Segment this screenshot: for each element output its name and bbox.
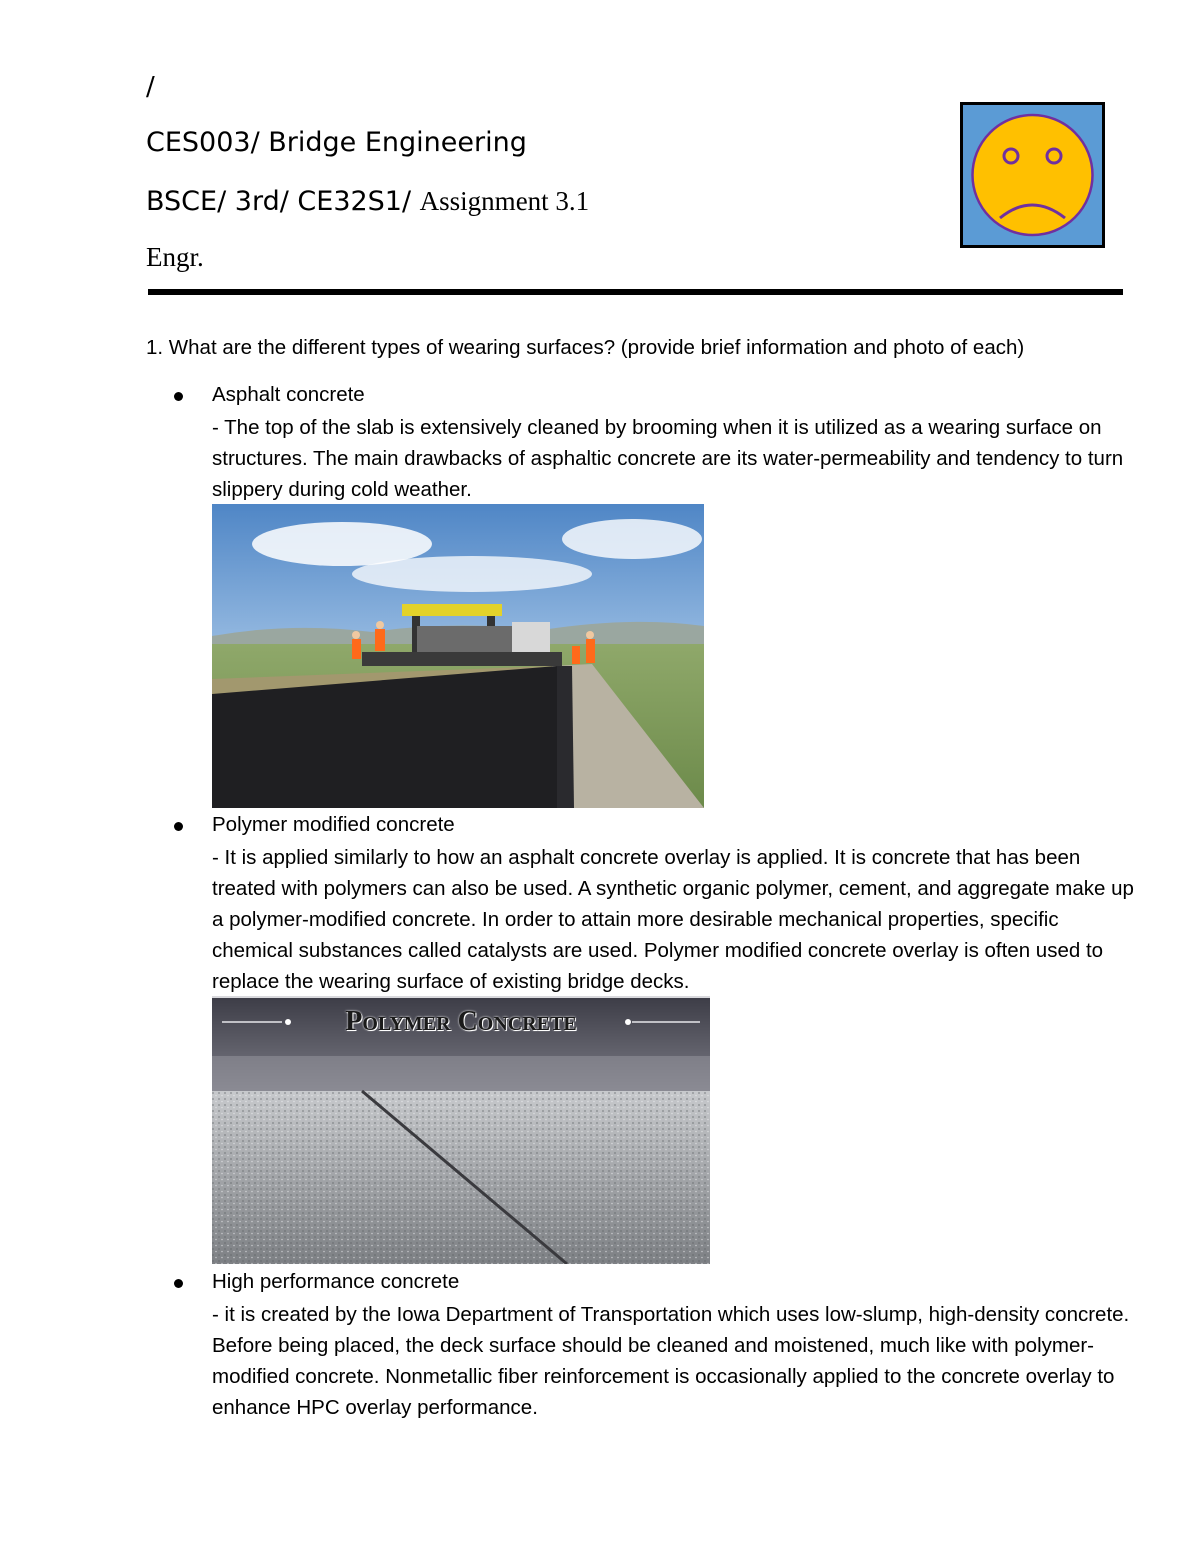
item-title-polymer: Polymer modified concrete	[212, 813, 455, 836]
course-title: CES003/ Bridge Engineering	[146, 127, 527, 158]
polymer-concrete-photo	[212, 996, 710, 1264]
engr-label: Engr.	[146, 242, 204, 272]
bullet-icon	[174, 822, 183, 831]
program-line	[146, 186, 589, 217]
header-divider	[148, 289, 1123, 295]
bullet-icon	[174, 392, 183, 401]
question-number: 1.	[146, 336, 164, 359]
program-prefix: BSCE/ 3rd/ CE32S1/	[146, 186, 420, 217]
assignment-label: Assignment 3.1	[419, 186, 590, 216]
asphalt-paving-photo	[212, 504, 704, 808]
header-slash: /	[146, 72, 155, 102]
item-title-asphalt: Asphalt concrete	[212, 383, 365, 406]
bullet-icon	[174, 1279, 183, 1288]
sad-face-icon	[960, 102, 1105, 248]
item-title-hpc: High performance concrete	[212, 1270, 460, 1293]
item-desc-hpc: - it is created by the Iowa Department of Transportation which uses low-slump, high-density concrete. Before being placed, the deck surface should be cleaned and moistened, much like with polymer-modified concrete. Nonmetallic fiber reinforcement is occasionally applied to the concrete overlay to enhance HPC overlay performance.	[212, 1303, 1130, 1419]
question-text: What are the different types of wearing surfaces? (provide brief information and photo of each)	[163, 336, 1025, 359]
polymer-photo-caption: Polymer Concrete	[345, 1006, 577, 1037]
item-desc-polymer: - It is applied similarly to how an asphalt concrete overlay is applied. It is concrete that has been treated with polymers can also be used. A synthetic organic polymer, cement, and aggregate make up a polymer-modified concrete. In order to attain more desirable mechanical properties, specific chemical substances called catalysts are used. Polymer modified concrete overlay is often used to replace the wearing surface of existing bridge decks.	[212, 846, 1134, 993]
item-desc-asphalt: - The top of the slab is extensively cleaned by brooming when it is utilized as a wearing surface on structures. The main drawbacks of asphaltic concrete are its water-permeability and tendency to turn slippery during cold weather.	[212, 416, 1124, 501]
question-1	[146, 336, 1024, 360]
